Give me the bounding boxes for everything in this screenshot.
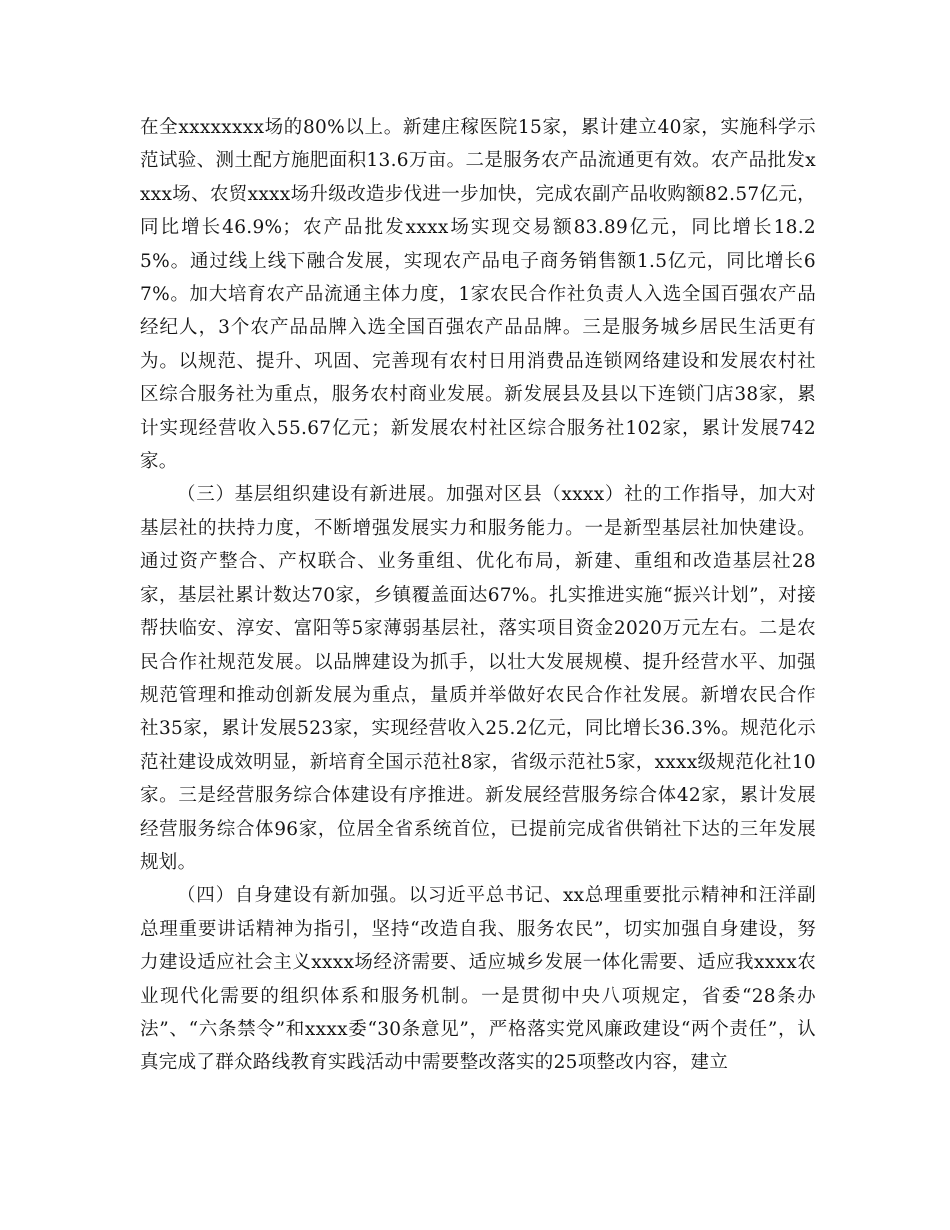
- paragraph-continued: 在全xxxxxxxx场的80%以上。新建庄稼医院15家，累计建立40家，实施科学示范试验、测土配方施肥面积13.6万亩。二是服务农产品流通更有效。农产品批发xxxx场、农贸xxxx场升级改造步伐进一步加快，完成农副产品收购额82.57亿元，同比增长46.9%；农产品批发xxxx场实现交易额83.89亿元，同比增长18.25%。通过线上线下融合发展，实现农产品电子商务销售额1.5亿元，同比增长67%。加大培育农产品流通主体力度，1家农民合作社负责人入选全国百强农产品经纪人，3个农产品品牌入选全国百强农产品品牌。三是服务城乡居民生活更有为。以规范、提升、巩固、完善现有农村日用消费品连锁网络建设和发展农村社区综合服务社为重点，服务农村商业发展。新发展县及县以下连锁门店38家，累计实现经营收入55.67亿元；新发展农村社区综合服务社102家，累计发展742家。: [140, 117, 816, 473]
- paragraph-section-three: （三）基层组织建设有新进展。加强对区县（xxxx）社的工作指导，加大对基层社的扶持力度，不断增强发展实力和服务能力。一是新型基层社加快建设。通过资产整合、产权联合、业务重组、优化布局，新建、重组和改造基层社28家，基层社累计数达70家，乡镇覆盖面达67%。扎实推进实施“振兴计划”，对接帮扶临安、淳安、富阳等5家薄弱基层社，落实项目资金2020万元左右。二是农民合作社规范发展。以品牌建设为抓手，以壮大发展规模、提升经营水平、加强规范管理和推动创新发展为重点，量质并举做好农民合作社发展。新增农民合作社35家，累计发展523家，实现经营收入25.2亿元，同比增长36.3%。规范化示范社建设成效明显，新培育全国示范社8家，省级示范社5家，xxxx级规范化社10家。三是经营服务综合体建设有序推进。新发展经营服务综合体42家，累计发展经营服务综合体96家，位居全省系统首位，已提前完成省供销社下达的三年发展规划。: [140, 484, 816, 873]
- document-body: [140, 111, 816, 1080]
- paragraph-section-four: （四）自身建设有新加强。以习近平总书记、xx总理重要批示精神和汪洋副总理重要讲话精神为指引，坚持“改造自我、服务农民”，切实加强自身建设，努力建设适应社会主义xxxx场经济需要、适应城乡发展一体化需要、适应我xxxx农业现代化需要的组织体系和服务机制。一是贯彻中央八项规定，省委“28条办法”、“六条禁令”和xxxx委“30条意见”，严格落实党风廉政建设“两个责任”，认真完成了群众路线教育实践活动中需要整改落实的25项整改内容，建立: [140, 885, 816, 1074]
